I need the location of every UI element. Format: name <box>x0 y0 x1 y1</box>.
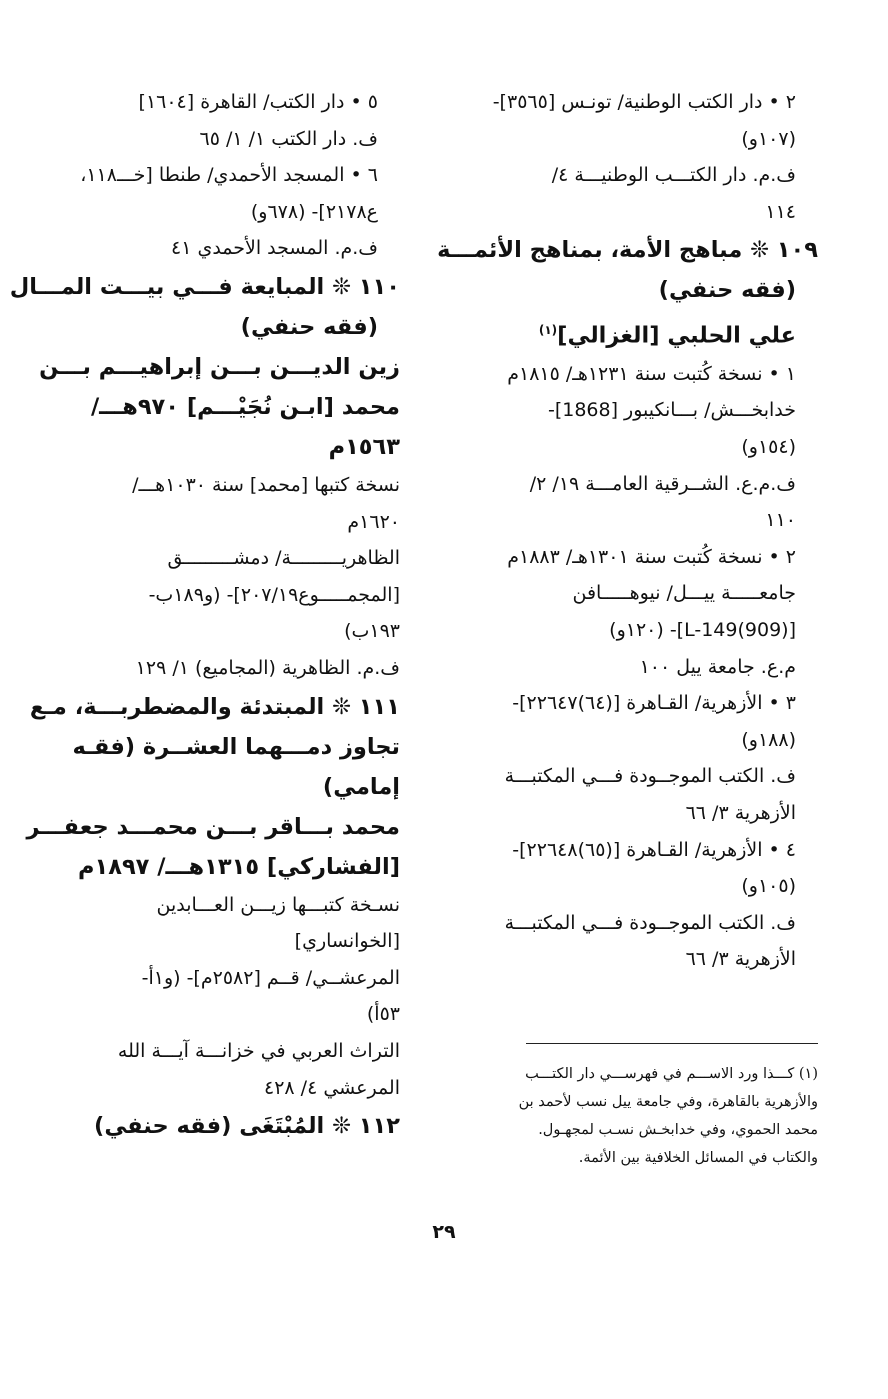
entry-title: ١١٢ ❊ المُبْتَغَى (فقه حنفي) <box>94 1113 400 1140</box>
entry-line: ف. الكتب الموجــودة فـــي المكتبـــة <box>504 911 796 934</box>
entry-line: ١٩٣ب) <box>344 620 400 643</box>
entry-line: المرعشي ٤/ ٤٢٨ <box>264 1076 400 1099</box>
entry-author: محمد [ابـن نُجَيْـــم] ٩٧٠هـــ/ <box>90 393 400 420</box>
entry-line: ١١٤ <box>765 200 796 223</box>
footnote-divider <box>526 1043 818 1044</box>
entry-title: ١١٠ ❊ المبايعة فـــي بيـــت المـــال <box>9 273 400 300</box>
entry-line: م.ع. جامعة ييل ١٠٠ <box>639 655 796 678</box>
entry-author: محمد بـــاقر بـــن محمـــد جعفـــر <box>26 813 400 840</box>
entry-line: ٢ • دار الكتب الوطنية/ تونـس [٣٥٦٥]- <box>492 91 796 113</box>
footnote-line: والأزهرية بالقاهرة، وفي جامعة ييل نسب لأحمد بن <box>518 1094 818 1110</box>
entry-line: [المجمـــــوع٢٠٧/١٩]- (و١٨٩ب- <box>148 583 400 606</box>
entry-title: ١١١ ❊ المبتدئة والمضطربـــة، مـع <box>29 693 400 720</box>
entry-line: ف.م. دار الكتـــب الوطنيـــة ٤/ <box>551 164 796 187</box>
entry-title: تجاوز دمـــهما العشــرة (فقـه <box>72 733 400 760</box>
entry-line: ٦ • المسجد الأحمدي/ طنطا [خـــ١١٨، <box>80 164 378 187</box>
entry-author <box>468 310 818 356</box>
entry-subject: (فقه حنفي) <box>658 277 796 304</box>
entry-line: ف.م. الظاهرية (المجاميع) ١/ ١٢٩ <box>135 656 400 679</box>
entry-line: (١٠٥و) <box>741 875 796 898</box>
entry-line: [L-149(909)]- (١٢٠و) <box>609 619 796 642</box>
entry-line: ١ • نسخة كُتبت سنة ١٢٣١هـ/ ١٨١٥م <box>507 362 796 385</box>
entry-line: خدابخـــش/ بـــانكيبور [1868]- <box>547 399 796 422</box>
entry-subject: إمامي) <box>322 773 400 800</box>
entry-line: ١١٠ <box>765 509 796 532</box>
entry-line: جامعـــــة ييـــل/ نيوهـــــافن <box>572 582 796 605</box>
entry-line: ف. دار الكتب ١/ ١/ ٦٥ <box>199 127 378 150</box>
entry-line: ١٦٢٠م <box>347 510 400 533</box>
entry-line: [الخوانساري] <box>294 930 400 953</box>
entry-title: ١٠٩ ❊ مباهج الأمة، بمناهج الأئمـــة <box>437 237 818 264</box>
entry-line: ف.م. المسجد الأحمدي ٤١ <box>170 237 378 260</box>
entry-line: المرعشــي/ قــم [٢٥٨٢م]- (و١أ- <box>141 966 400 989</box>
footnote-line: (١) كـــذا ورد الاســـم في فهرســـي دار الكتـــب <box>525 1066 818 1082</box>
entry-line: نسـخة كتبـــها زيـــن العـــابدين <box>156 893 400 916</box>
entry-line: ٢ • نسخة كُتبت سنة ١٣٠١هـ/ ١٨٨٣م <box>507 545 796 568</box>
entry-line: ع٢١٧٨]- (٦٧٨و) <box>250 200 378 223</box>
entry-line: ٥ • دار الكتب/ القاهرة [١٦٠٤] <box>138 91 378 113</box>
right-column <box>437 84 818 978</box>
entry-line: الظاهريـــــــــة/ دمشـــــــــق <box>167 547 400 570</box>
page-number: ٢٩ <box>432 1221 456 1243</box>
entry-line: ٥٣أ) <box>366 1003 400 1026</box>
entry-line: نسخة كتبها [محمد] سنة ١٠٣٠هـــ/ <box>132 473 400 496</box>
entry-subject: (فقه حنفي) <box>240 313 378 340</box>
left-column <box>9 84 400 1146</box>
entry-line: ف. الكتب الموجــودة فـــي المكتبـــة <box>504 765 796 788</box>
author-name: علي الحلبي [الغزالي] <box>557 322 796 349</box>
entry-line: ٤ • الأزهرية/ القـاهرة [(٦٥)٢٢٦٤٨]- <box>512 838 796 861</box>
entry-line: (١٠٧و) <box>741 127 796 150</box>
entry-line: (١٨٨و) <box>741 728 796 751</box>
entry-author: ١٥٦٣م <box>328 433 400 460</box>
entry-line: الأزهرية ٣/ ٦٦ <box>685 948 796 971</box>
entry-author: زين الديـــن بـــن إبراهيـــم بـــن <box>39 353 400 380</box>
footnote-marker: (١) <box>538 323 558 338</box>
footnote <box>468 1060 818 1172</box>
footnote-line: محمد الحموي، وفي خدابخـش نسـب لمجهـول. <box>538 1122 818 1138</box>
entry-line: (١٥٤و) <box>741 436 796 459</box>
entry-line: الأزهرية ٣/ ٦٦ <box>685 802 796 824</box>
entry-author: [الفشاركي] ١٣١٥هـــ/ ١٨٩٧م <box>77 853 400 880</box>
entry-line: ف.م.ع. الشــرقية العامـــة ١٩/ ٢/ <box>529 472 796 495</box>
entry-line: ٣ • الأزهرية/ القـاهرة [(٦٤)٢٢٦٤٧]- <box>512 692 796 715</box>
entry-line: التراث العربي في خزانـــة آيـــة الله <box>117 1039 400 1062</box>
footnote-line: والكتاب في المسائل الخلافية بين الأئمة. <box>578 1150 818 1166</box>
